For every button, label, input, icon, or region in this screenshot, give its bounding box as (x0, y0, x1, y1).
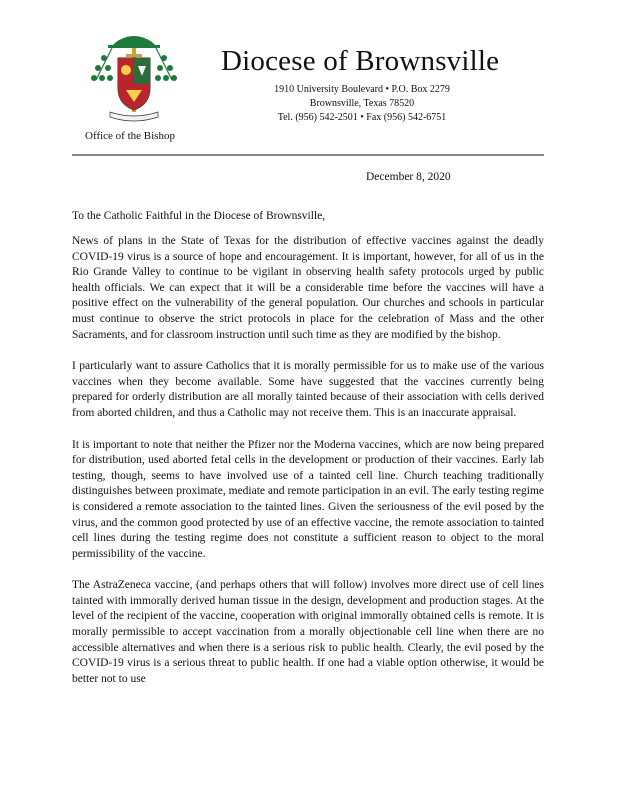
address-line-city: Brownsville, Texas 78520 (309, 98, 415, 109)
diocese-title: Diocese of Brownsville (221, 45, 500, 77)
letter-body (72, 234, 544, 703)
letter-date: December 8, 2020 (366, 171, 451, 183)
episcopal-coat-of-arms-icon (86, 28, 182, 128)
office-of-the-bishop: Office of the Bishop (85, 130, 175, 142)
letter-salutation: To the Catholic Faithful in the Diocese of Brownsville, (72, 210, 326, 222)
paragraph-4: The AstraZeneca vaccine, (and perhaps others that will follow) involves more direct use of cell lines tainted with immorally derived human tissue in the design, development and production stages. At the level of the recipient of the vaccine, cooperation with original immorally obtained cells is remote. It is morally permissible to accept vaccination from a morally objectionable cell line when there are no accessible alternatives and when there is a serious risk to public health. Clearly, the evil posed by the COVID-19 virus is a serious threat to public health. If one had a viable option otherwise, it would be better not to use (72, 579, 544, 685)
header-divider (72, 154, 544, 156)
address-line-street: 1910 University Boulevard • P.O. Box 2279 (274, 84, 450, 95)
paragraph-3: It is important to note that neither the Pfizer nor the Moderna vaccines, which are now being prepared for distribution, used aborted fetal cells in the development or production of their vaccines. Early lab testing, though, seems to have involved use of a tainted cell line. Church teaching traditionally distinguishes between proximate, mediate and remote participation in an evil. The early testing regime is considered a remote association to the tainted lines. Given the seriousness of the evil posed by the virus, and the common good protected by use of an effective vaccine, the remote association to tainted cell lines during the testing regime does not constitute a sufficient reason to object to the moral permissibility of the vaccine. (72, 438, 544, 560)
letterhead-address (257, 83, 467, 125)
paragraph-1: News of plans in the State of Texas for the distribution of effective vaccines against the deadly COVID-19 virus is a source of hope and encouragement. It is important, however, for all of us in the Rio Grande Valley to continue to be vigilant in observing health safety protocols urged by public health officials. We can expect that it will be a considerable time before the vaccines will have a positive effect on the vulnerability of the general population. Our churches and schools in particular must continue to observe the strict protocols in place for the celebration of Mass and the other Sacraments, and for classroom instruction until such time as they are modified by the bishop. (72, 235, 544, 341)
address-line-phone: Tel. (956) 542-2501 • Fax (956) 542-6751 (277, 112, 447, 123)
paragraph-2: I particularly want to assure Catholics that it is morally permissible for us to make use of the various vaccines when they become available. Some have suggested that the vaccines currently being prepared for orderly distribution are all morally tainted because of their association with cells derived from aborted children, and thus a Catholic may not receive them. This is an inaccurate appraisal. (72, 360, 544, 419)
